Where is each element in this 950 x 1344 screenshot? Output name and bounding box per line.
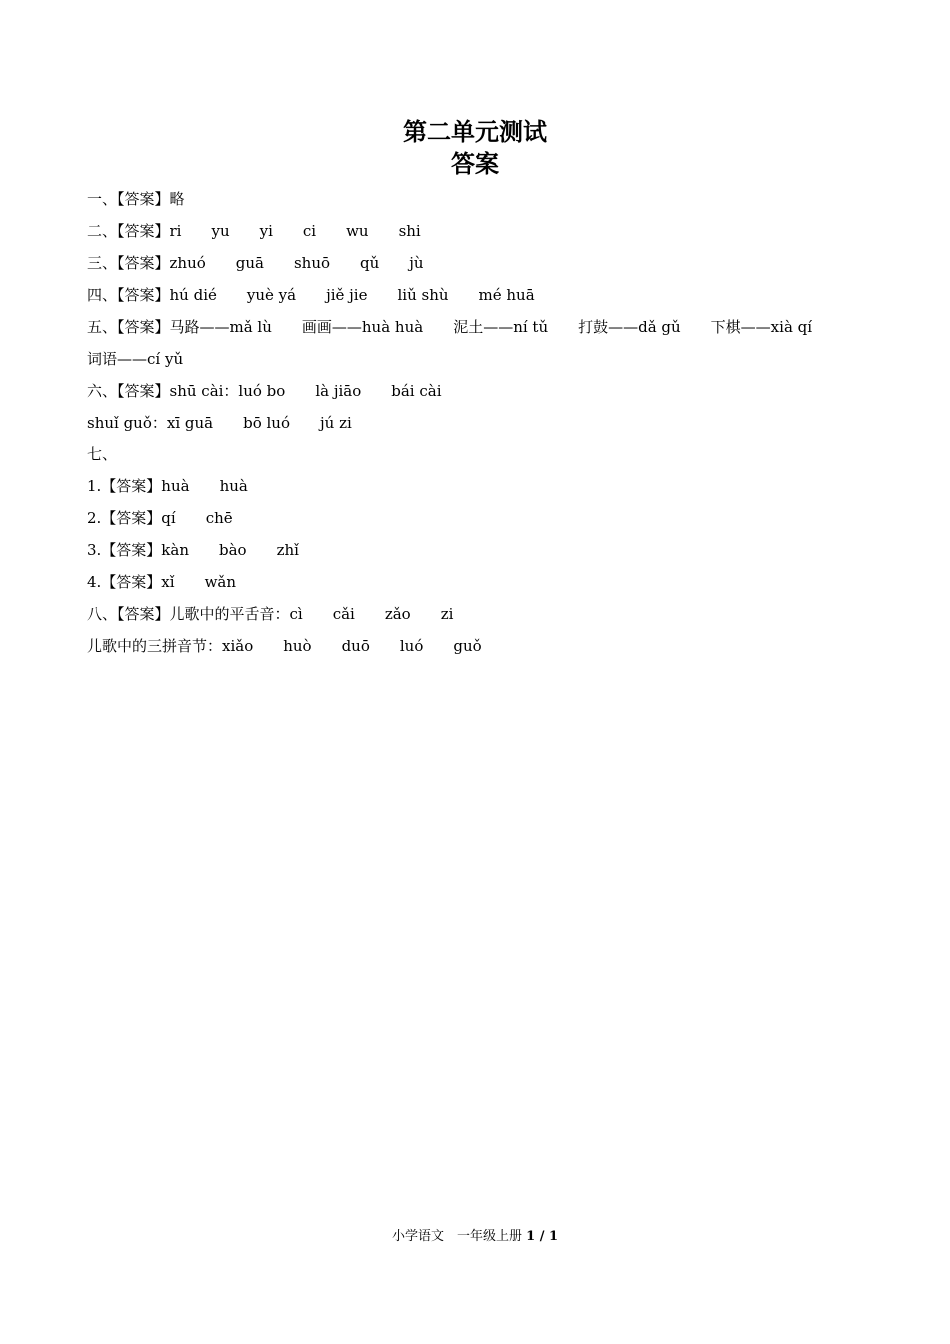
section-7-heading: 七、 — [87, 445, 118, 463]
footer-page-number: 1 / 1 — [526, 1229, 559, 1244]
answer-line-7-2: 2.【答案】qí chē — [87, 509, 233, 527]
document-title: 第二单元测试 — [403, 118, 547, 146]
document-subtitle: 答案 — [451, 150, 499, 178]
answer-line-7-4: 4.【答案】xǐ wǎn — [87, 573, 237, 591]
answer-line-1: 一、【答案】略 — [87, 190, 185, 208]
answer-line-5-continued: 词语——cí yǔ — [87, 350, 184, 368]
answer-line-5: 五、【答案】马路——mǎ lù 画画——huà huà 泥土——ní tǔ 打鼓——dǎ gǔ 下棋——xià qí — [87, 318, 813, 336]
footer-subject: 小学语文 一年级上册 — [391, 1229, 522, 1244]
answer-line-4: 四、【答案】hú dié yuè yá jiě jie liǔ shù mé huā — [87, 286, 535, 304]
page-footer — [0, 1228, 950, 1246]
answer-line-7-3: 3.【答案】kàn bào zhǐ — [87, 541, 299, 559]
answer-line-8-continued: 儿歌中的三拼音节：xiǎo huò duō luó guǒ — [87, 637, 482, 655]
answer-line-6: 六、【答案】shū cài：luó bo là jiāo bái cài — [87, 382, 442, 400]
answer-line-3: 三、【答案】zhuó guā shuō qǔ jù — [87, 254, 424, 272]
answer-line-6-continued: shuǐ guǒ：xī guā bō luó jú zi — [87, 414, 352, 432]
answer-line-7-1: 1.【答案】huà huà — [87, 477, 248, 495]
answer-line-2: 二、【答案】ri yu yi ci wu shi — [87, 222, 421, 240]
answer-line-8: 八、【答案】儿歌中的平舌音：cì cǎi zǎo zi — [87, 605, 454, 623]
